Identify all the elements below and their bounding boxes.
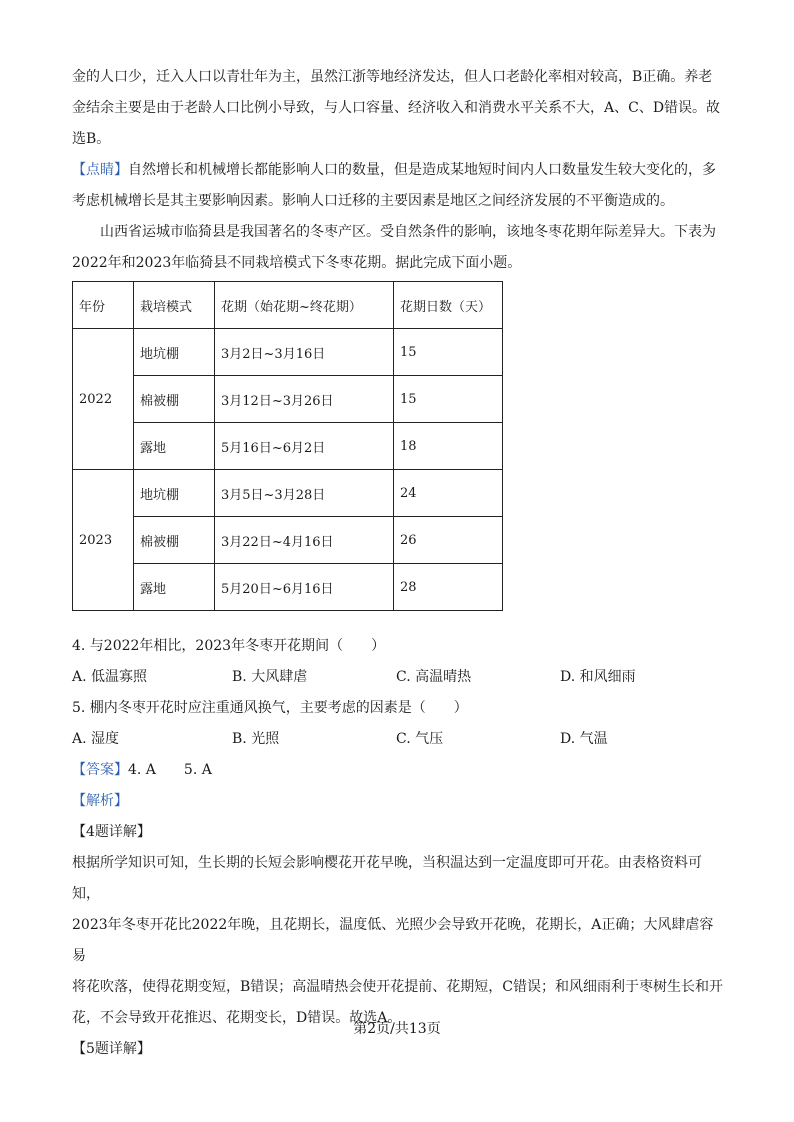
text-line: 2022年和2023年临猗县不同栽培模式下冬枣花期。据此完成下面小题。 [72, 255, 522, 271]
period-cell: 3月22日~4月16日 [215, 517, 394, 564]
option-a: A. 低温寡照 [72, 669, 148, 685]
question-4 [72, 631, 724, 693]
question-stem: 4. 与2022年相比，2023年冬枣开花期间（ ） [72, 638, 386, 654]
table-row [73, 376, 503, 423]
question-options [72, 662, 724, 693]
mode-cell: 露地 [134, 564, 215, 611]
option-c: C. 高温晴热 [396, 669, 472, 685]
detail-4-title: 【4题详解】 [72, 824, 151, 840]
mode-cell: 露地 [134, 423, 215, 470]
text-line: 根据所学知识可知，生长期的长短会影响樱花开花早晚，当积温达到一定温度即可开花。由表格资料可知， [72, 855, 702, 902]
previous-answer-paragraph [72, 62, 724, 155]
option-d: D. 和风细雨 [560, 669, 636, 685]
period-cell: 3月12日~3月26日 [215, 376, 394, 423]
tip-paragraph [72, 155, 724, 217]
text-line: 选B。 [72, 131, 111, 147]
header-year: 年份 [73, 282, 134, 329]
header-mode: 栽培模式 [134, 282, 215, 329]
option-b: B. 光照 [232, 731, 280, 747]
text-line: 金的人口少，迁入人口以青壮年为主，虽然江浙等地经济发达，但人口老龄化率相对较高，B正确。养老 [72, 69, 713, 85]
page-content [72, 62, 724, 1065]
page-footer: 第2页/共13页 [353, 1021, 441, 1037]
days-cell: 28 [394, 564, 503, 611]
text-line: 2023年冬枣开花比2022年晚，且花期长，温度低、光照少会导致开花晚，花期长，A正确；大风肆虐容易 [72, 917, 714, 964]
text-line: 将花吹落，使得花期变短，B错误；高温晴热会使开花提前、花期短，C错误；和风细雨利于枣树生长和开 [72, 979, 723, 995]
period-cell: 3月2日~3月16日 [215, 329, 394, 376]
period-cell: 3月5日~3月28日 [215, 470, 394, 517]
mode-cell: 地坑棚 [134, 329, 215, 376]
question-stem: 5. 棚内冬枣开花时应注重通风换气，主要考虑的因素是（ ） [72, 700, 468, 716]
analysis-tag: 【解析】 [72, 793, 128, 809]
tip-tag: 【点睛】 [72, 162, 128, 178]
text-line: 金结余主要是由于老龄人口比例小导致，与人口容量、经济收入和消费水平关系不大，A、C、D错误。故 [72, 100, 721, 116]
header-period: 花期（始花期~终花期） [215, 282, 394, 329]
period-cell: 5月20日~6月16日 [215, 564, 394, 611]
table-header-row [73, 282, 503, 329]
option-a: A. 湿度 [72, 731, 120, 747]
days-cell: 18 [394, 423, 503, 470]
days-cell: 24 [394, 470, 503, 517]
tip-text: 自然增长和机械增长都能影响人口的数量，但是造成某地短时间内人口数量发生较大变化的，多 [128, 162, 716, 178]
flowering-table [72, 281, 503, 611]
table-row [73, 517, 503, 564]
mode-cell: 棉被棚 [134, 517, 215, 564]
table-row [73, 470, 503, 517]
option-d: D. 气温 [560, 731, 608, 747]
year-cell: 2023 [73, 470, 134, 611]
answer-tag: 【答案】 [72, 762, 128, 778]
option-b: B. 大风肆虐 [232, 669, 308, 685]
question-options [72, 724, 724, 755]
text-line: 考虑机械增长是其主要影响因素。影响人口迁移的主要因素是地区之间经济发展的不平衡造成的。 [72, 193, 674, 209]
table-row [73, 329, 503, 376]
question-intro [72, 217, 724, 279]
days-cell: 26 [394, 517, 503, 564]
answer-text: 4. A 5. A [128, 762, 212, 778]
text-line [72, 155, 724, 186]
table-row [73, 564, 503, 611]
header-days: 花期日数（天） [394, 282, 503, 329]
detail-4-body [72, 848, 724, 1034]
mode-cell: 棉被棚 [134, 376, 215, 423]
days-cell: 15 [394, 376, 503, 423]
question-5 [72, 693, 724, 755]
days-cell: 15 [394, 329, 503, 376]
period-cell: 5月16日~6月2日 [215, 423, 394, 470]
option-c: C. 气压 [396, 731, 444, 747]
table-row [73, 423, 503, 470]
text-line: 花，不会导致开花推迟、花期变长，D错误。故选A。 [72, 1010, 402, 1026]
text-line: 山西省运城市临猗县是我国著名的冬枣产区。受自然条件的影响，该地冬枣花期年际差异大。下表为 [100, 224, 716, 240]
detail-5-title: 【5题详解】 [72, 1041, 151, 1057]
year-cell: 2022 [73, 329, 134, 470]
answer-line [72, 755, 724, 786]
mode-cell: 地坑棚 [134, 470, 215, 517]
